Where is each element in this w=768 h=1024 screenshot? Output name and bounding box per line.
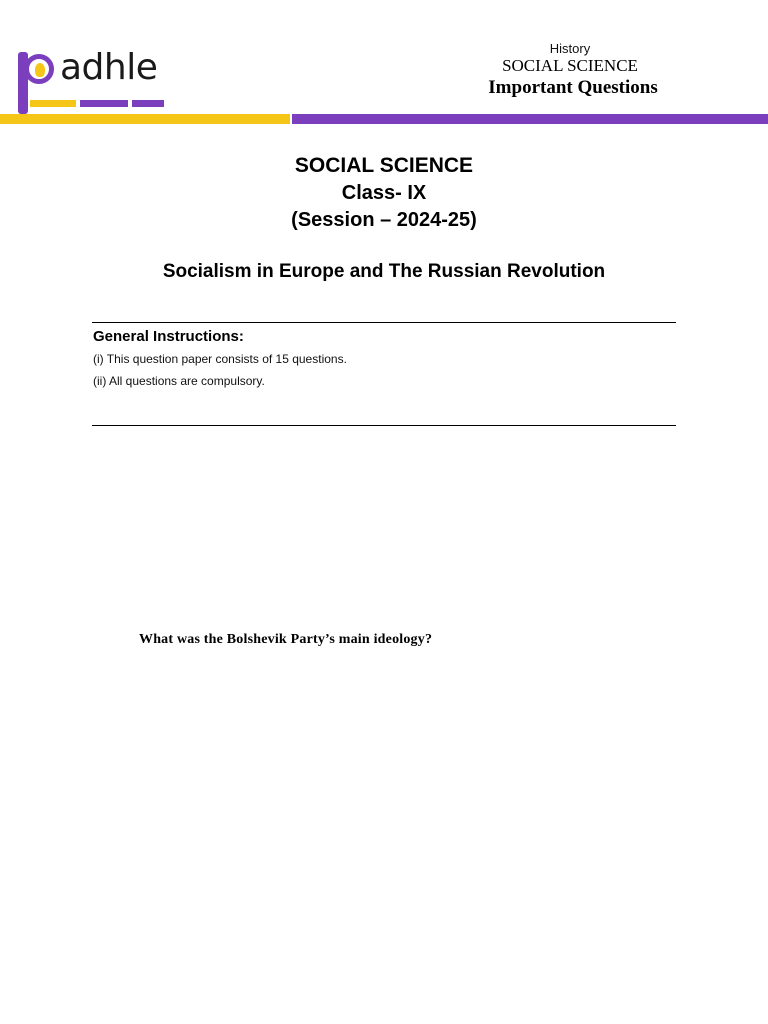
chapter-title: Socialism in Europe and The Russian Revolution bbox=[162, 261, 606, 282]
title-block bbox=[0, 152, 768, 234]
page-title: SOCIAL SCIENCE bbox=[294, 154, 474, 177]
header-right bbox=[440, 41, 700, 100]
logo-text: adhle bbox=[60, 47, 158, 88]
logo-underline-yellow bbox=[30, 100, 76, 107]
header-subtitle: Important Questions bbox=[488, 77, 658, 98]
instruction-item: (i) This question paper consists of 15 questions. bbox=[93, 352, 347, 366]
subject-label: History bbox=[549, 41, 591, 56]
divider-top bbox=[92, 322, 676, 323]
header-band-purple bbox=[292, 114, 768, 124]
instructions-heading: General Instructions: bbox=[93, 328, 244, 345]
subject-title: SOCIAL SCIENCE bbox=[502, 56, 638, 75]
logo-underline-purple bbox=[80, 100, 128, 107]
question-text: What was the Bolshevik Party’s main ideology? bbox=[139, 632, 433, 647]
logo-underline-purple-short bbox=[132, 100, 164, 107]
divider-bottom bbox=[92, 425, 676, 426]
padhle-logo bbox=[18, 47, 178, 114]
class-label: Class- IX bbox=[341, 182, 427, 204]
session-label: (Session – 2024-25) bbox=[291, 209, 477, 231]
header-band-yellow bbox=[0, 114, 290, 124]
instruction-item: (ii) All questions are compulsory. bbox=[93, 374, 265, 388]
lightbulb-icon bbox=[24, 54, 54, 84]
